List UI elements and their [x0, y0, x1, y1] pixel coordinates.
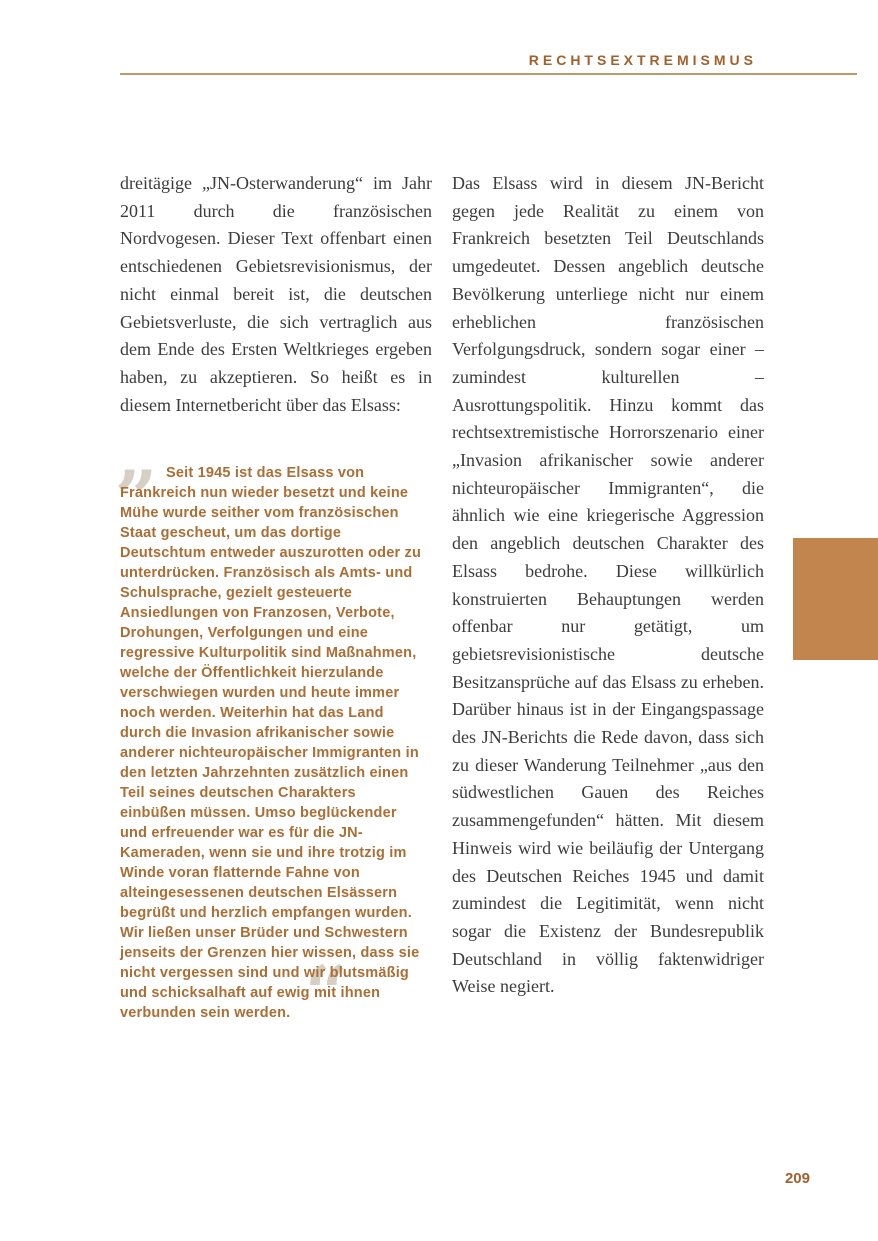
pull-quote-block — [116, 413, 422, 1038]
right-column — [452, 170, 764, 1001]
chapter-header: RECHTSEXTREMISMUS — [528, 52, 757, 68]
left-column — [116, 170, 432, 1038]
chapter-tab-marker — [793, 538, 878, 660]
header-rule — [120, 73, 857, 75]
page-number: 209 — [784, 1170, 810, 1187]
analysis-paragraph: Das Elsass wird in diesem JN-Bericht gegen jede Realität zu einem von Frankreich besetzten Teil Deutschlands umgedeutet. Dessen angeblich deutsche Bevölkerung unterliege nicht nur einem erheblichen französischen Verfolgungsdruck, sondern sogar einer – zumindest kulturellen – Ausrottungspolitik. Hinzu kommt das rechtsextremistische Horrorszenario einer „Invasion afrikanischer sowie anderer nichteuropäischer Immigranten“, die ähnlich wie eine kriegerische Aggression den angeblich deutschen Charakter des Elsass bedrohe. Diese willkürlich konstruierten Behauptungen werden offenbar nur getätigt, um gebietsrevisionistische deutsche Besitzansprüche auf das Elsass zu erheben. Darüber hinaus ist in der Eingangspassage des JN-Berichts die Rede davon, dass sich zu dieser Wanderung Teilnehmer „aus den südwestlichen Gauen des Reiches zusammengefunden“ hätten. Mit diesem Hinweis wird wie beiläufig der Untergang des Deutschen Reiches 1945 und damit zumindest die Legitimität, wenn nicht sogar die Existenz der Bundesrepublik Deutschland in völlig faktenwidriger Weise negiert. — [452, 173, 764, 997]
open-quote-icon: „ — [116, 413, 159, 500]
pull-quote-text: Seit 1945 ist das Elsass von Frankreich nun wieder besetzt und keine Mühe wurde seither vom französischen Staat gescheut, um das dortige Deutschtum entweder auszurotten oder zu unterdrücken. Französisch als Amts- und Schulsprache, gezielt gesteuerte Ansiedlungen von Franzosen, Verbote, Drohungen, Verfolgungen und eine regressive Kulturpolitik sind Maßnahmen, welche der Öffentlichkeit hierzulande verschwiegen wurden und heute immer noch werden. Weiterhin hat das Land durch die Invasion afrikanischer sowie anderer nichteuropäischer Immigranten in den letzten Jahrzehnten zusätzlich einen Teil seines deutschen Charakters einbüßen müssen. Umso beglückender und erfreuender war es für die JN-Kameraden, wenn sie und ihre trotzig im Winde voran flatternde Fahne von alteingesessenen deutschen Elsässern begrüßt und herzlich empfangen wurden. Wir ließen unser Brüder und Schwestern jenseits der Grenzen hier wissen, dass sie nicht vergessen sind und wir blutsmäßig und schicksalhaft auf ewig mit ihnen verbunden sein werden. — [120, 465, 422, 1022]
close-quote-icon: “ — [305, 951, 348, 1038]
intro-paragraph: dreitägige „JN-Osterwanderung“ im Jahr 2011 durch die französischen Nordvogesen. Dieser Text offenbart einen entschiedenen Gebietsrevisionismus, der nicht einmal bereit ist, die deutschen Gebietsverluste, die sich vertraglich aus dem Ende des Ersten Weltkrieges ergeben haben, zu akzeptieren. So heißt es in diesem Internetbericht über das Elsass: — [120, 173, 432, 415]
